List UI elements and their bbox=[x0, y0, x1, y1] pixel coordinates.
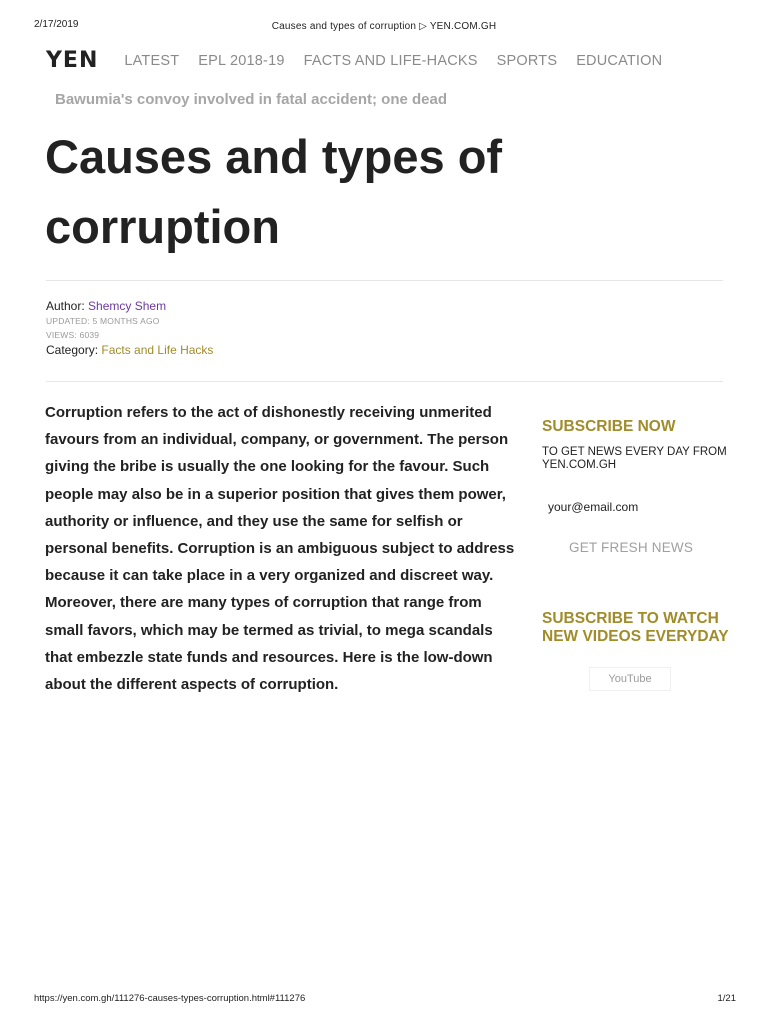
author-label: Author: bbox=[46, 299, 85, 313]
category-label: Category: bbox=[46, 343, 99, 357]
divider-top bbox=[46, 280, 723, 281]
subscribe-sidebar bbox=[542, 418, 732, 691]
author-link[interactable]: Shemcy Shem bbox=[88, 299, 167, 313]
article-meta bbox=[46, 298, 213, 358]
top-navigation bbox=[46, 48, 681, 74]
site-logo[interactable]: YEN bbox=[46, 48, 99, 73]
subscribe-subtitle: TO GET NEWS EVERY DAY FROM YEN.COM.GH bbox=[542, 446, 727, 471]
subscribe-title: SUBSCRIBE NOW bbox=[542, 418, 676, 435]
breaking-news-link[interactable]: Bawumia's convoy involved in fatal accident; one dead bbox=[55, 91, 447, 108]
print-footer-page-number: 1/21 bbox=[717, 993, 736, 1004]
article-title: Causes and types of corruption bbox=[45, 130, 503, 253]
nav-item-facts-life-hacks[interactable]: FACTS AND LIFE-HACKS bbox=[303, 53, 478, 69]
print-header-date: 2/17/2019 bbox=[34, 19, 79, 30]
video-subscribe-title: SUBSCRIBE TO WATCH NEW VIDEOS EVERYDAY bbox=[542, 610, 729, 645]
author-line bbox=[46, 298, 213, 314]
divider-bottom bbox=[46, 381, 723, 382]
category-line bbox=[46, 342, 213, 358]
youtube-subscribe-button[interactable]: YouTube bbox=[589, 667, 671, 691]
print-header-title: Causes and types of corruption ▷ YEN.COM.GH bbox=[271, 21, 497, 32]
print-footer-url: https://yen.com.gh/111276-causes-types-corruption.html#111276 bbox=[34, 993, 306, 1004]
article-body: Corruption refers to the act of dishonestly receiving unmerited favours from an individual, company, or government. The person giving the bribe is usually the one looking for the favour. Such people may also be in a superior position that gives them power, authority or influence, and they use the same for selfish or personal benefits. Corruption is an ambiguous subject to address because it can take place in a very organized and discreet way. Moreover, there are many types of corruption that range from small favors, which may be termed as trivial, to mega scandals that embezzle state funds and resources. Here is the low-down about the different aspects of corruption. bbox=[45, 404, 515, 694]
category-link[interactable]: Facts and Life Hacks bbox=[101, 343, 214, 357]
get-fresh-news-button[interactable]: GET FRESH NEWS bbox=[569, 540, 694, 555]
nav-item-latest[interactable]: LATEST bbox=[124, 53, 180, 69]
updated-time: UPDATED: 5 MONTHS AGO bbox=[46, 316, 160, 326]
nav-item-epl[interactable]: EPL 2018-19 bbox=[198, 53, 285, 69]
nav-item-sports[interactable]: SPORTS bbox=[496, 53, 558, 69]
email-input[interactable] bbox=[548, 500, 708, 514]
view-count: VIEWS: 6039 bbox=[46, 330, 100, 340]
nav-item-education[interactable]: EDUCATION bbox=[576, 53, 663, 69]
